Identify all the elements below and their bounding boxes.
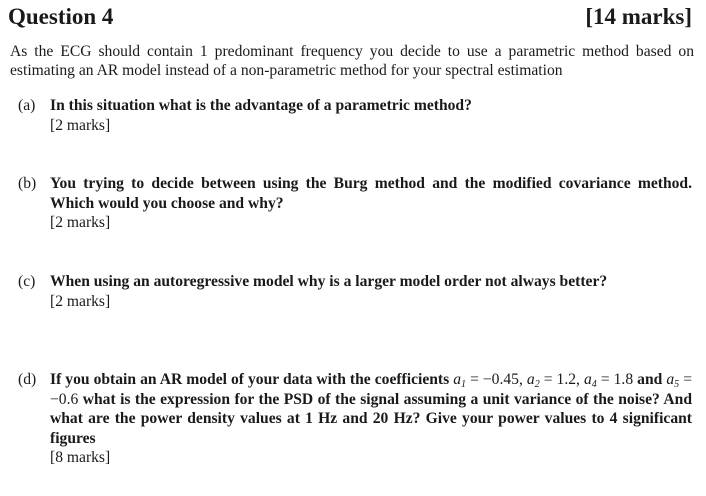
question-intro: As the ECG should contain 1 predominant frequency you decide to use a parametric method based on estimating an AR model instead of a non-parametric method for your spectral estimation — [10, 43, 694, 79]
part-d-body — [50, 370, 692, 468]
part-c-body — [50, 272, 692, 311]
part-b-label: (b) — [18, 175, 37, 192]
part-d-lead: If you obtain an AR model of your data with the coefficients — [50, 371, 450, 388]
part-b-marks: [2 marks] — [50, 214, 111, 231]
coef-a2-value: = 1.2, — [543, 371, 580, 388]
question-heading — [8, 3, 692, 33]
part-a-body — [50, 96, 692, 135]
coef-a4-symbol: $a_4$ — [583, 371, 597, 390]
part-d-label: (d) — [18, 371, 37, 388]
and-word: and — [637, 371, 663, 388]
coef-a5-symbol: $a_5$ — [666, 371, 680, 390]
coef-a1-value: = −0.45, — [470, 371, 523, 388]
part-b-text: You trying to decide between using the Burg method and the modified covariance method. Which would you choose and why? — [50, 175, 692, 212]
part-a-marks: [2 marks] — [50, 116, 111, 134]
part-d-text — [50, 370, 692, 448]
part-d-marks: [8 marks] — [50, 449, 111, 466]
part-d-rest: what is the expression for the PSD of the signal assuming a unit variance of the noise? And what are the power density values at 1 Hz and 20 Hz? Give your power values to 4 significant figures — [50, 390, 692, 447]
part-b-body — [50, 174, 692, 233]
part-c-text: When using an autoregressive model why is a larger model order not always better? — [50, 273, 608, 290]
part-c-label: (c) — [18, 273, 36, 290]
coef-a2-symbol: $a_2$ — [526, 371, 540, 390]
coef-a4-value: = 1.8 — [600, 371, 634, 388]
question-title: Question 4 — [8, 4, 114, 29]
coef-a1-symbol: $a_1$ — [453, 371, 467, 390]
question-total-marks: [14 marks] — [585, 4, 692, 29]
part-a-label: (a) — [18, 97, 36, 114]
part-a-text: In this situation what is the advantage of a parametric method? — [50, 97, 472, 114]
coef-a5-value: = −0.6 — [50, 371, 692, 408]
part-c-marks: [2 marks] — [50, 292, 111, 310]
